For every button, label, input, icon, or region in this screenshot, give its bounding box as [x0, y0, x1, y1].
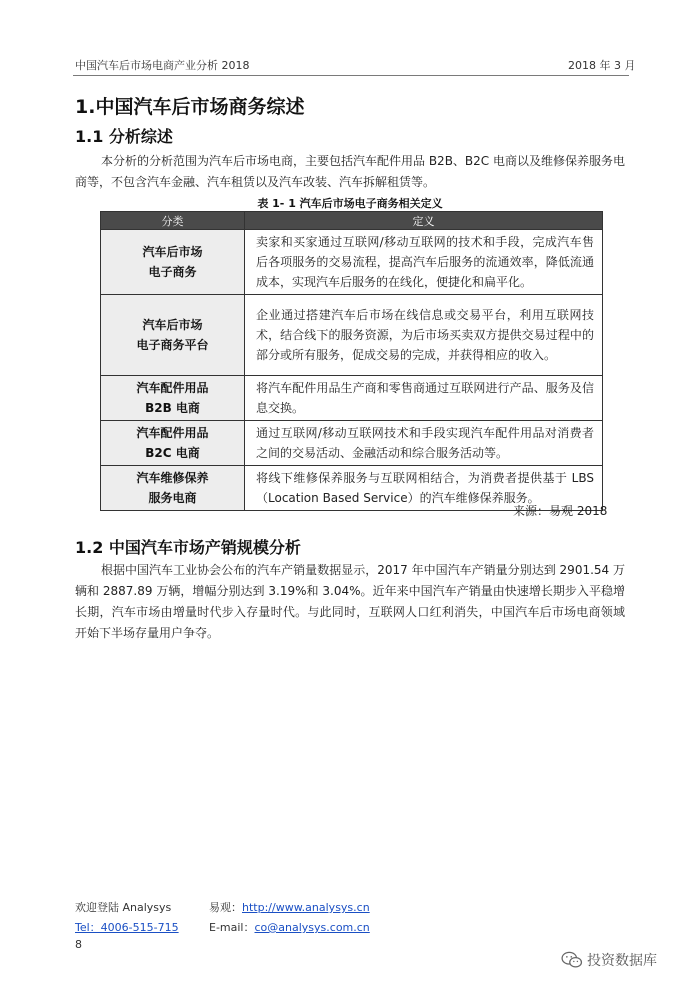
column-header-category: 分类	[101, 212, 245, 230]
table-header-row	[101, 212, 603, 230]
section-heading-1-2: 1.2 中国汽车市场产销规模分析	[75, 538, 301, 557]
table-row	[101, 230, 603, 295]
watermark-text: 投资数据库	[587, 953, 657, 969]
definition-cell: 卖家和买家通过互联网/移动互联网的技术和手段，完成汽车售后各项服务的交易流程，提高汽车后服务的流通效率，降低流通成本，实现汽车后服务的在线化，便捷化和扁平化。	[245, 230, 603, 295]
category-cell: 汽车维修保养 服务电商	[101, 466, 245, 511]
category-cell: 汽车后市场 电子商务	[101, 230, 245, 295]
table-caption: 表 1- 1 汽车后市场电子商务相关定义	[257, 197, 443, 210]
page-number: 8	[75, 938, 82, 951]
paragraph-market-scale: 根据中国汽车工业协会公布的汽车产销量数据显示，2017 年中国汽车产销量分别达到 2901.54 万辆和 2887.89 万辆，增幅分别达到 3.19%和 3.04%。近年来中国汽车产销量由快速增长期步入平稳增长期，汽车市场由增量时代步入存量时代。与此同时，互联网人口红利消失，中国汽车后市场电商领域开始下半场存量用户争夺。	[75, 563, 625, 640]
section-heading-1: 1.中国汽车后市场商务综述	[75, 96, 305, 118]
table-row	[101, 376, 603, 421]
category-cell: 汽车配件用品 B2C 电商	[101, 421, 245, 466]
definition-cell: 企业通过搭建汽车后市场在线信息或交易平台，利用互联网技术，结合线下的服务资源，为后市场买卖双方提供交易过程中的部分或所有服务，促成交易的完成，并获得相应的收入。	[245, 295, 603, 376]
footer-website: 易观：http://www.analysys.cn	[209, 901, 370, 914]
website-link[interactable]: http://www.analysys.cn	[242, 901, 370, 914]
header-doc-title: 中国汽车后市场电商产业分析 2018	[75, 59, 250, 72]
definition-cell: 通过互联网/移动互联网技术和手段实现汽车配件用品对消费者之间的交易活动、金融活动和综合服务活动等。	[245, 421, 603, 466]
header-date: 2018 年 3 月	[568, 59, 636, 72]
category-cell: 汽车配件用品 B2B 电商	[101, 376, 245, 421]
definitions-table	[100, 211, 603, 511]
header-divider	[73, 75, 629, 76]
footer-welcome: 欢迎登陆 Analysys	[75, 901, 172, 914]
definition-cell: 将汽车配件用品生产商和零售商通过互联网进行产品、服务及信息交换。	[245, 376, 603, 421]
table-row	[101, 295, 603, 376]
wechat-icon	[561, 951, 583, 969]
section-heading-1-1: 1.1 分析综述	[75, 127, 173, 146]
footer-email: E-mail：co@analysys.com.cn	[209, 921, 370, 934]
category-cell: 汽车后市场 电子商务平台	[101, 295, 245, 376]
paragraph-analysis-scope: 本分析的分析范围为汽车后市场电商，主要包括汽车配件用品 B2B、B2C 电商以及维修保养服务电商等，不包含汽车金融、汽车租赁以及汽车改装、汽车拆解租赁等。	[75, 154, 625, 189]
footer-tel-link[interactable]: Tel：4006-515-715	[75, 921, 179, 934]
table-row	[101, 421, 603, 466]
email-link[interactable]: co@analysys.com.cn	[254, 921, 370, 934]
definition-cell: 将线下维修保养服务与互联网相结合，为消费者提供基于 LBS（Location Based Service）的汽车维修保养服务。	[245, 466, 603, 511]
table-source: 来源：易观 2018	[513, 504, 608, 518]
watermark	[561, 950, 657, 970]
column-header-definition: 定义	[245, 212, 603, 230]
